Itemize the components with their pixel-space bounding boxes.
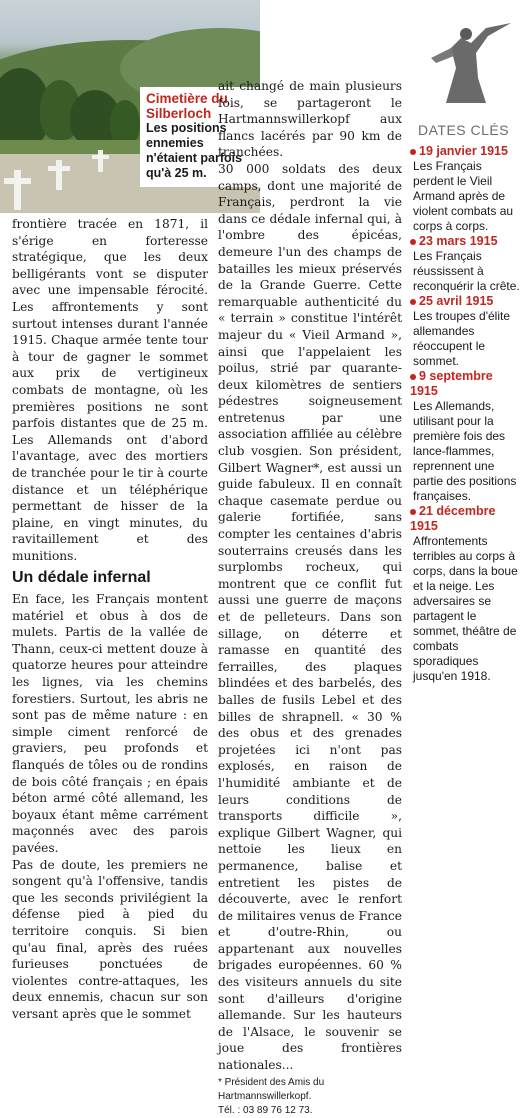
cross-shape <box>48 166 70 171</box>
article-paragraph: 30 000 soldats des deux camps, dont une majorité de Français, perdront la vie dans ce dédale infernal qui, à l'ombre des épicéas, demeure l'un des champs de batailles les mieux préservés de la Grande Guerre. Cette remarquable authenticité du « terrain » constitue l'intérêt majeur du « Vieil Armand », ainsi que l'appelaient les poilus, strié par quarante-deux kilomètres de sentiers pédestres soigneusement entretenus par une association affiliée au célèbre club vosgien. Son président, Gilbert Wagner*, est aussi un guide fabuleux. Il en connaît chaque casemate perdue ou galerie fortifiée, sans compter les centaines d'abris souterrains creusés dans les surplombs rocheux, qui montrent que ce conflit fut aussi une guerre de maçons et de pelleteurs. Dans son sillage, on déterre et ramasse en quantité des ferrailles, des plaques blindées et des barbelés, des balles de fusils Lebel et des billes de shrapnell. « 30 % des obus et des grenades projetées ici n'ont pas explosés, en raison de l'humidité ambiante et de leurs conditions de transports difficile », explique Gilbert Wagner, qui nettoie les lieux en permanence, balise et entretient les pistes de découverte, avec le renfort de militaires venus de France et d'outre-Rhin, ou appartenant aux nouvelles brigades européennes. 60 % des visiteurs annuels du site sont d'ailleurs d'origine allemande. Sur les hauteurs de l'Alsace, le souvenir se joue des frontières nationales... <box>218 161 402 1073</box>
date-text: Les Allemands, utilisant pour la première fois des lance-flammes, reprennent une partie des positions françaises. <box>413 399 517 503</box>
dates-title: DATES CLÉS <box>418 122 510 138</box>
article-paragraph: frontière tracée en 1871, il s'érige en forteresse stratégique, que les deux belligérants vont se disputer avec une impensable férocité. Les affrontements y sont surtout intenses durant l'année 1915. Chaque armée tente tour à tour de gagner le sommet aux prix de vertigineux combats de montagne, où les premières positions ne sont parfois distantes que de 25 m. Les Allemands ont d'abord l'avantage, avec des mortiers de tranchée pour le tir à courte distance et un téléphérique permettant de hisser de la plaine, en vingt minutes, du ravitaillement et des munitions. <box>12 217 208 563</box>
article-subheading: Un dédale infernal <box>12 569 151 587</box>
date-text: Les Français perdent le Vieil Armand après de violent combats au corps à corps. <box>413 159 514 233</box>
bullet-icon <box>410 149 416 155</box>
date-label: 19 janvier 1915 <box>419 144 508 158</box>
date-item <box>410 144 520 234</box>
bullet-icon <box>410 239 416 245</box>
date-label: 25 avril 1915 <box>419 294 494 308</box>
date-text: Les troupes d'élite allemandes réoccupent le sommet. <box>413 309 511 368</box>
article-paragraph: ait changé de main plusieurs fois, se partageront le Hartmannswillerkopf aux flancs lacérés par 90 km de tranchées. <box>218 79 402 160</box>
date-item <box>410 369 520 504</box>
date-label: 21 décembre 1915 <box>410 504 496 533</box>
tree-shape <box>110 100 140 145</box>
cross-shape <box>14 170 21 210</box>
key-dates-sidebar <box>408 0 522 800</box>
date-label: 9 septembre 1915 <box>410 369 493 398</box>
date-label: 23 mars 1915 <box>419 234 498 248</box>
date-item <box>410 234 520 294</box>
bullet-icon <box>410 374 416 380</box>
caption-text: Les positions ennemies n'étaient parfois qu'à 25 m. <box>146 121 243 180</box>
date-label-row <box>410 144 520 159</box>
bullet-icon <box>410 509 416 515</box>
footnote-line: Tél. : 03 89 76 12 73. <box>218 1104 313 1116</box>
footnote <box>218 1076 402 1118</box>
article-paragraph: En face, les Français montent matériel et obus à dos de mulets. Partis de la vallée de Thann, ceux-ci mettent douze à quatorze heures pour atteindre les lignes, via les chemins forestiers. Surtout, les abris ne sont pas de même nature : en simple ciment renforcé de graviers, peu profonds et flanqués de tôles ou de rondins de bois côté français ; en épais béton armé côté allemand, les boyaux étant même carrément maçonnés avec des parois pavées. <box>12 592 208 855</box>
date-item <box>410 294 520 369</box>
article-column-2 <box>218 78 402 1118</box>
bullet-icon <box>410 299 416 305</box>
date-label-row <box>410 234 520 249</box>
date-item <box>410 504 520 684</box>
cross-shape <box>98 150 103 172</box>
cross-shape <box>4 178 31 184</box>
date-label-row <box>410 504 520 534</box>
date-label-row <box>410 294 520 309</box>
date-label-row <box>410 369 520 399</box>
dates-list <box>410 144 520 684</box>
article-column-1 <box>12 216 208 1023</box>
footnote-line: * Président des Amis du Hartmannswillerkopf. <box>218 1076 325 1102</box>
cross-shape <box>92 155 109 159</box>
date-text: Les Français réussissent à reconquérir la crête. <box>413 249 520 293</box>
caption-title: Cimetière du Silberloch <box>146 91 228 121</box>
statue-illustration <box>416 8 516 108</box>
cross-shape <box>56 160 62 190</box>
date-text: Affrontements terribles au corps à corps, dans la boue et la neige. Les adversaires se partagent le sommet, théâtre de combats sporadiques jusqu'en 1918. <box>413 534 518 683</box>
article-paragraph: Pas de doute, les premiers ne songent qu'à l'offensive, tandis que les seconds privilégient la défense pied à pied du territoire conquis. Si bien qu'au final, après des ruées furieuses ponctuées de violentes contre-attaques, les deux ennemis, chacun sur son versant après que le sommet <box>12 857 208 1021</box>
